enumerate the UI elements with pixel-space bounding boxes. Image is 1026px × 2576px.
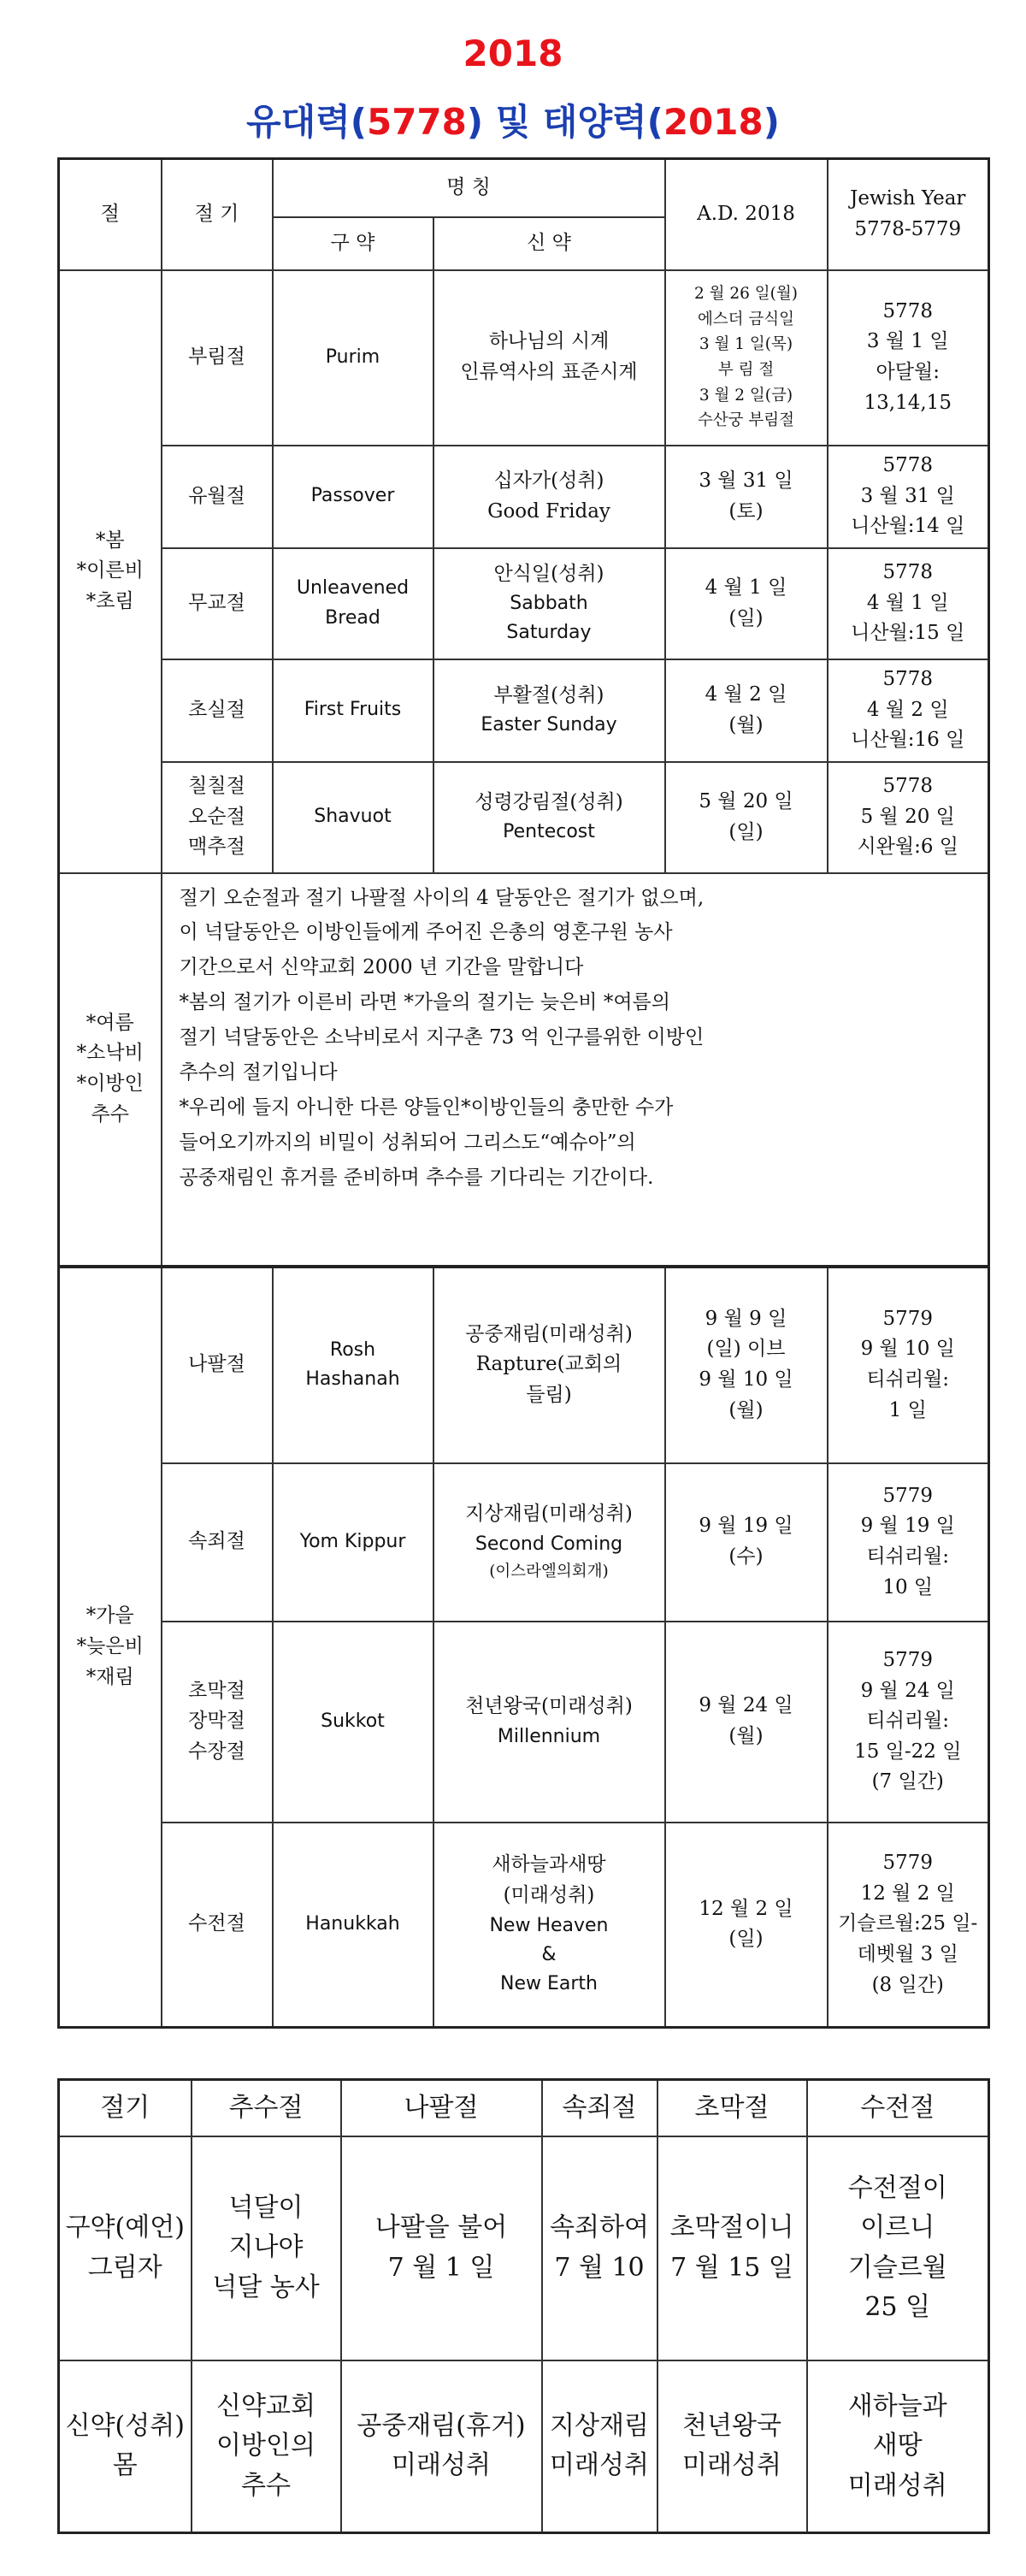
season-summer: *여름 *소낙비 *이방인 추수 xyxy=(59,873,162,1267)
jewish-date: 5778 4 월 2 일 니산월:16 일 xyxy=(828,659,989,762)
old-testament-name: Passover xyxy=(273,446,433,548)
table-cell: 새하늘과 새땅 미래성취 xyxy=(807,2360,989,2533)
new-testament-name: 하나님의 시계 인류역사의 표준시계 xyxy=(433,270,665,446)
feast-row-purim xyxy=(59,270,989,446)
table-cell: 지상재림 미래성취 xyxy=(542,2360,657,2533)
row-label: 신약(성취) 몸 xyxy=(59,2360,192,2533)
jewish-date: 5778 4 월 1 일 니산월:15 일 xyxy=(828,548,989,659)
jewish-date: 5779 9 월 19 일 티쉬리월: 10 일 xyxy=(828,1463,989,1622)
feast-name: 칠칠절 오순절 맥추절 xyxy=(162,762,273,873)
feast-name: 속죄절 xyxy=(162,1463,273,1622)
fulfillment-row xyxy=(59,2360,989,2533)
header-ad: A.D. 2018 xyxy=(665,159,828,270)
jewish-date: 5778 5 월 20 일 시완월:6 일 xyxy=(828,762,989,873)
old-testament-name: Hanukkah xyxy=(273,1823,433,2028)
season-autumn: *가을 *늦은비 *재림 xyxy=(59,1267,162,2028)
col-header: 추수절 xyxy=(192,2080,341,2136)
ad-date: 9 월 19 일 (수) xyxy=(665,1463,828,1622)
feast-row-sukkot xyxy=(59,1622,989,1823)
feast-row-yom-kippur xyxy=(59,1463,989,1622)
ad-date: 3 월 31 일 (토) xyxy=(665,446,828,548)
old-testament-name: Shavuot xyxy=(273,762,433,873)
new-testament-name: 지상재림(미래성취) Second Coming (이스라엘의회개) xyxy=(433,1463,665,1622)
old-testament-name: First Fruits xyxy=(273,659,433,762)
new-testament-name: 성령강림절(성취) Pentecost xyxy=(433,762,665,873)
title-year: 2018 xyxy=(463,32,563,74)
header-new-testament: 신 약 xyxy=(433,217,665,270)
table-cell: 초막절이니 7 월 15 일 xyxy=(657,2136,807,2360)
season-spring: *봄 *이른비 *초림 xyxy=(59,270,162,873)
row-label: 구약(예언) 그림자 xyxy=(59,2136,192,2360)
feast-name: 수전절 xyxy=(162,1823,273,2028)
jewish-date: 5779 9 월 10 일 티쉬리월: 1 일 xyxy=(828,1267,989,1463)
new-testament-name: 십자가(성취) Good Friday xyxy=(433,446,665,548)
old-testament-name: Purim xyxy=(273,270,433,446)
old-testament-name: Yom Kippur xyxy=(273,1463,433,1622)
feast-name: 나팔절 xyxy=(162,1267,273,1463)
feast-name: 초실절 xyxy=(162,659,273,762)
old-testament-name: Unleavened Bread xyxy=(273,548,433,659)
feast-name: 유월절 xyxy=(162,446,273,548)
ad-date: 4 월 2 일 (월) xyxy=(665,659,828,762)
feast-row-first-fruits xyxy=(59,659,989,762)
ad-date: 2 월 26 일(월) 에스더 금식일 3 월 1 일(목) 부 림 절 3 월 2 일(금) 수산궁 부림절 xyxy=(665,270,828,446)
feast-name: 무교절 xyxy=(162,548,273,659)
feast-row-hanukkah xyxy=(59,1823,989,2028)
header-row xyxy=(59,159,989,217)
feast-row-shavuot xyxy=(59,762,989,873)
new-testament-name: 천년왕국(미래성취) Millennium xyxy=(433,1622,665,1823)
jewish-date: 5779 9 월 24 일 티쉬리월: 15 일-22 일 (7 일간) xyxy=(828,1622,989,1823)
fulfillment-header-row xyxy=(59,2080,989,2136)
feast-name: 초막절 장막절 수장절 xyxy=(162,1622,273,1823)
table-cell: 공중재림(휴거) 미래성취 xyxy=(341,2360,542,2533)
ad-date: 9 월 24 일 (월) xyxy=(665,1622,828,1823)
old-testament-name: Rosh Hashanah xyxy=(273,1267,433,1463)
ad-date: 12 월 2 일 (일) xyxy=(665,1823,828,2028)
new-testament-name: 부활절(성취) Easter Sunday xyxy=(433,659,665,762)
table-cell: 속죄하여 7 월 10 xyxy=(542,2136,657,2360)
col-header: 절기 xyxy=(59,2080,192,2136)
new-testament-name: 안식일(성취) Sabbath Saturday xyxy=(433,548,665,659)
feast-calendar-table xyxy=(57,157,990,2029)
header-jewish: Jewish Year 5778-5779 xyxy=(828,159,989,270)
ad-date: 5 월 20 일 (일) xyxy=(665,762,828,873)
header-season: 절 xyxy=(59,159,162,270)
table-cell: 신약교회 이방인의 추수 xyxy=(192,2360,341,2533)
feast-row-rosh-hashanah xyxy=(59,1267,989,1463)
jewish-date: 5779 12 월 2 일 기슬르월:25 일- 데벳월 3 일 (8 일간) xyxy=(828,1823,989,2028)
header-name: 명 칭 xyxy=(273,159,665,217)
table-cell: 넉달이 지나야 넉달 농사 xyxy=(192,2136,341,2360)
feast-row-unleavened-bread xyxy=(59,548,989,659)
ad-date: 9 월 9 일 (일) 이브 9 월 10 일 (월) xyxy=(665,1267,828,1463)
old-testament-name: Sukkot xyxy=(273,1622,433,1823)
header-old-testament: 구 약 xyxy=(273,217,433,270)
col-header: 속죄절 xyxy=(542,2080,657,2136)
summer-section xyxy=(59,873,989,1267)
header-feast: 절 기 xyxy=(162,159,273,270)
summer-description: 절기 오순절과 절기 나팔절 사이의 4 달동안은 절기가 없으며, 이 넉달동안은 이방인들에게 주어진 은총의 영혼구원 농사 기간으로서 신약교회 2000 년 기간을 말합니다 *봄의 절기가 이른비 라면 *가을의 절기는 늦은비 *여름의 절기 넉달동안은 소낙비로서 지구촌 73 억 인구를위한 이방인 추수의 절기입니다 *우리에 들지 아니한 다른 양들인*이방인들의 충만한 수가 들어오기까지의 비밀이 성취되어 그리스도“예슈아”의 공중재림인 휴거를 준비하며 추수를 기다리는 기간이다. xyxy=(162,873,989,1267)
new-testament-name: 공중재림(미래성취) Rapture(교회의 들림) xyxy=(433,1267,665,1463)
col-header: 초막절 xyxy=(657,2080,807,2136)
prophecy-row xyxy=(59,2136,989,2360)
table-cell: 나팔을 불어 7 월 1 일 xyxy=(341,2136,542,2360)
jewish-date: 5778 3 월 31 일 니산월:14 일 xyxy=(828,446,989,548)
page-title: 유대력(5778) 및 태양력(2018) xyxy=(246,101,780,143)
ad-date: 4 월 1 일 (일) xyxy=(665,548,828,659)
col-header: 수전절 xyxy=(807,2080,989,2136)
table-cell: 천년왕국 미래성취 xyxy=(657,2360,807,2533)
col-header: 나팔절 xyxy=(341,2080,542,2136)
jewish-date: 5778 3 월 1 일 아달월: 13,14,15 xyxy=(828,270,989,446)
feast-name: 부림절 xyxy=(162,270,273,446)
fulfillment-table xyxy=(57,2078,990,2534)
table-cell: 수전절이 이르니 기슬르월 25 일 xyxy=(807,2136,989,2360)
new-testament-name: 새하늘과새땅 (미래성취) New Heaven & New Earth xyxy=(433,1823,665,2028)
feast-row-passover xyxy=(59,446,989,548)
